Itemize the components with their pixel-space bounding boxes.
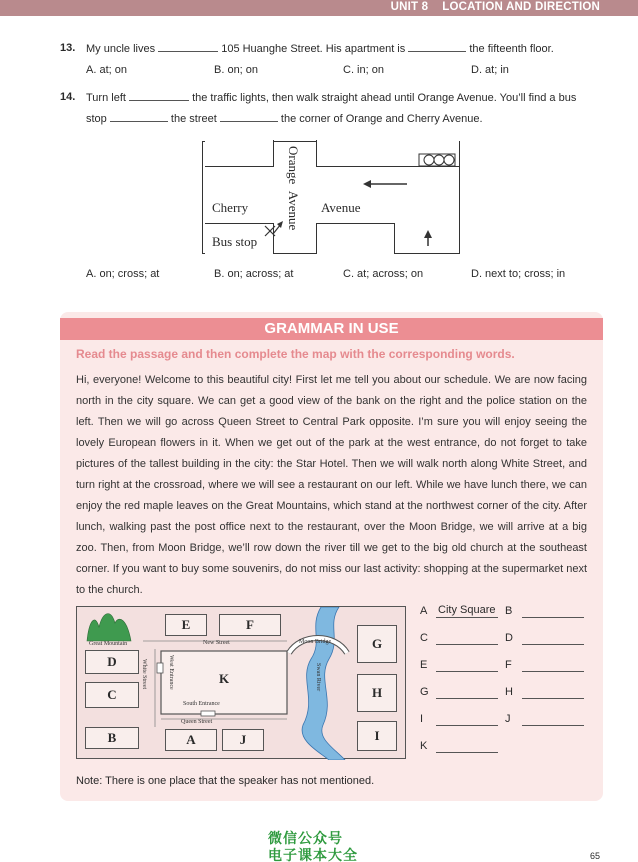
q14-option-b[interactable]: B. on; across; at (214, 268, 294, 280)
answer-label-g: G (420, 686, 429, 698)
map-box-g: G (357, 625, 397, 663)
q14-part: the corner of Orange and Cherry Avenue. (280, 113, 483, 125)
q14-number: 14. (60, 91, 76, 103)
answer-line-k[interactable] (436, 752, 498, 753)
answer-line-j[interactable] (522, 725, 584, 726)
answer-line-e[interactable] (436, 671, 498, 672)
page-number: 65 (590, 851, 601, 861)
q13-option-a[interactable]: A. at; on (86, 64, 127, 76)
answer-line-i[interactable] (436, 725, 498, 726)
map-box-c: C (85, 682, 139, 708)
map-box-b: B (85, 727, 139, 749)
answer-line-b[interactable] (522, 617, 584, 618)
q14-option-c[interactable]: C. at; across; on (343, 268, 424, 280)
q14-line1 (86, 91, 576, 105)
map-box-d: D (85, 650, 139, 674)
city-map (76, 606, 406, 759)
answer-blank[interactable] (220, 112, 278, 122)
answer-label-j: J (505, 713, 511, 725)
q13-part: My uncle lives (86, 43, 156, 55)
unit-title: LOCATION AND DIRECTION (442, 1, 600, 13)
cherry-label: Cherry (212, 200, 249, 215)
q14-part: the traffic lights, then walk straight ahead until Orange Avenue. You’ll find a bus (192, 92, 577, 104)
q14-line2 (86, 112, 483, 126)
answer-label-b: B (505, 605, 513, 617)
q13-number: 13. (60, 42, 76, 54)
left-arrow-icon (363, 180, 407, 188)
answer-label-d: D (505, 632, 513, 644)
answer-line-c[interactable] (436, 644, 498, 645)
map-box-e: E (165, 614, 207, 636)
answer-blank[interactable] (408, 42, 466, 52)
q14-part: the street (170, 113, 217, 125)
west-entrance-label: West Entrance (168, 655, 174, 690)
answer-label-a: A (420, 605, 428, 617)
answer-line-h[interactable] (522, 698, 584, 699)
q13-part: 105 Huanghe Street. His apartment is (221, 43, 406, 55)
map-box-f: F (219, 614, 281, 636)
q13-text (86, 42, 554, 56)
mountain-icon (87, 614, 131, 641)
south-entrance-label: South Entrance (183, 701, 220, 707)
river-icon (302, 607, 345, 760)
q14-part: stop (86, 113, 107, 125)
answer-label-h: H (505, 686, 513, 698)
q14-option-a[interactable]: A. on; cross; at (86, 268, 160, 280)
q13-part: the fifteenth floor. (469, 43, 554, 55)
avenue-label: Avenue (321, 200, 361, 215)
watermark-line2: 电子课本大全 (268, 848, 358, 862)
answer-line-d[interactable] (522, 644, 584, 645)
q13-option-c[interactable]: C. in; on (343, 64, 384, 76)
q14-part: Turn left (86, 92, 126, 104)
moon-bridge-label: Moon Bridge (299, 639, 332, 645)
map-box-h: H (357, 674, 397, 712)
map-box-j: J (222, 729, 264, 751)
q13-option-b[interactable]: B. on; on (214, 64, 259, 76)
traffic-lights-icon (419, 154, 455, 166)
answer-label-k: K (420, 740, 428, 752)
map-box-a: A (165, 729, 217, 751)
new-street-label: New Street (203, 640, 230, 646)
bus-stop-label: Bus stop (212, 234, 258, 249)
answer-blank[interactable] (158, 42, 218, 52)
answer-blank[interactable] (110, 112, 168, 122)
map-box-k: K (218, 671, 230, 686)
q14-option-d[interactable]: D. next to; cross; in (471, 268, 566, 280)
queen-street-label: Queen Street (181, 719, 213, 725)
answer-label-c: C (420, 632, 428, 644)
swan-river-label: Swan River (315, 663, 321, 692)
instruction: Read the passage and then complete the map with the corresponding words. (76, 347, 515, 361)
answer-line-g[interactable] (436, 698, 498, 699)
map-box-i: I (357, 721, 397, 751)
section-title: GRAMMAR IN USE (60, 318, 603, 340)
answer-label-e: E (420, 659, 428, 671)
unit-header (391, 1, 600, 13)
answer-label-i: I (420, 713, 424, 725)
answer-line-a[interactable] (436, 617, 498, 618)
up-arrow-icon (424, 230, 432, 246)
answer-label-f: F (505, 659, 512, 671)
great-mountain-label: Great Mountain (89, 641, 128, 647)
bus-stop-marker-icon (265, 226, 275, 236)
reading-passage: Hi, everyone! Welcome to this beautiful city! First let me tell you about our schedule. We are now facing north in the city square. We can get a good view of the bank on the right and the police station on the left. Then we will go across Queen Street to Central Park opposite. I’m sure you will enjoy seeing the lovely European flowers in it. When we get out of the park at the west entrance, do not forget to take pictures of the tallest building in the city: the Star Hotel. Then we will walk north along White Street, and turn right at the crossroad, where we will see a restaurant on our left. While we have lunch there, we can enjoy the red maple leaves on the Great Mountains, which stand at the northwest corner of the city. After lunch, walking past the post office next to the restaurant, over the Moon Bridge, we will arrive at a big zoo. Then, from Moon Bridge, we’ll row down the river till we get to the big old church at the southeast corner. If you want to buy some souvenirs, do not miss our last activity: shopping at the supermarket next to the church. (76, 374, 587, 596)
answer-line-f[interactable] (522, 671, 584, 672)
unit-number: UNIT 8 (390, 1, 429, 13)
answer-blank[interactable] (129, 91, 189, 101)
q14-street-map (202, 141, 460, 254)
orange-avenue-label: Orange Avenue (286, 146, 301, 231)
white-street-label: White Street (141, 659, 147, 690)
answer-a-value: City Square (438, 604, 496, 616)
watermark-line1: 微信公众号 (268, 831, 343, 847)
q13-option-d[interactable]: D. at; in (471, 64, 509, 76)
walking-route-arrow-icon (273, 221, 283, 234)
note-text: Note: There is one place that the speaker has not mentioned. (76, 775, 375, 787)
